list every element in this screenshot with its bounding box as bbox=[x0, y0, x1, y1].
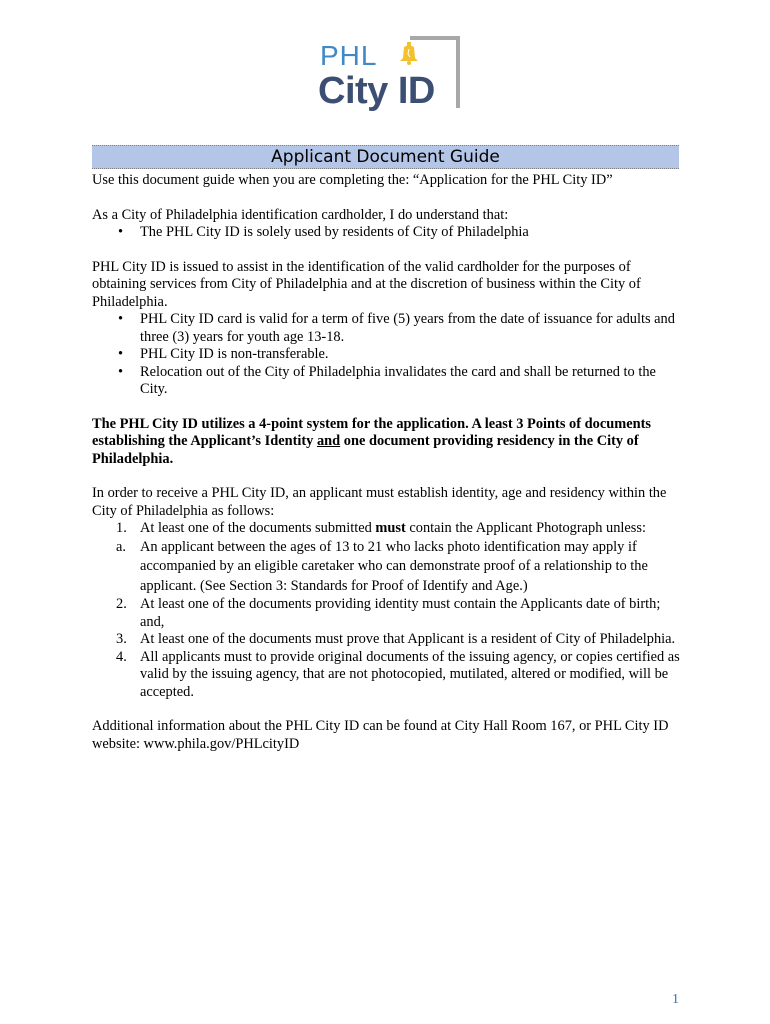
requirement-text: contain the Applicant Photograph unless: bbox=[405, 520, 647, 536]
requirement-text: At least one of the documents submitted bbox=[140, 520, 376, 536]
bullet-item bbox=[92, 364, 682, 399]
liberty-bell-icon bbox=[400, 42, 418, 66]
bullet-text: Relocation out of the City of Philadelphia invalidates the card and shall be returned to the City. bbox=[140, 363, 656, 397]
additional-info-paragraph: Additional information about the PHL City ID can be found at City Hall Room 167, or PHL City ID website: www.phila.gov/PHLcityID bbox=[92, 718, 669, 752]
list-letter: a. bbox=[116, 538, 126, 555]
intro-paragraph: Use this document guide when you are completing the: “Application for the PHL City ID” bbox=[92, 172, 613, 188]
bullet-text: PHL City ID is non-transferable. bbox=[140, 346, 329, 362]
points-underlined: and bbox=[316, 433, 341, 449]
requirement-item-2 bbox=[92, 596, 682, 631]
bullet-icon: • bbox=[118, 311, 124, 327]
points-text-2: one document providing residency in the City of Philadelphia. bbox=[92, 433, 639, 467]
requirement-text: At least one of the documents providing identity must contain the Applicants date of birth; and, bbox=[140, 596, 661, 630]
understand-paragraph: As a City of Philadelphia identification cardholder, I do understand that: bbox=[92, 206, 509, 223]
requirement-text: An applicant between the ages of 13 to 21 who lacks photo identification may apply if accompanied by an eligible caretaker who can demonstrate proof of a relationship to the applicant. (See Section 3: Standards for Proof of Identify and Age.) bbox=[140, 538, 648, 594]
bullet-icon: • bbox=[118, 346, 124, 362]
bullet-icon: • bbox=[118, 363, 124, 380]
issued-paragraph: PHL City ID is issued to assist in the identification of the valid cardholder for the purposes of obtaining services from City of Philadelphia and at the discretion of business within the City of Philadelphia. bbox=[92, 258, 641, 310]
requirements-paragraph: In order to receive a PHL City ID, an applicant must establish identity, age and residency within the City of Philadelphia as follows: bbox=[92, 485, 667, 519]
requirement-sub-item-a bbox=[92, 538, 682, 597]
bullet-item bbox=[92, 224, 682, 242]
logo-city-id-text: City ID bbox=[318, 70, 435, 112]
bullet-item bbox=[92, 311, 682, 346]
bullet-text: The PHL City ID is solely used by residents of City of Philadelphia bbox=[140, 224, 529, 240]
list-number: 1. bbox=[116, 520, 127, 536]
points-text-1: The PHL City ID utilizes a 4-point system for the application. A least 3 Points of documents establishing the Applicant’s Identity bbox=[92, 415, 651, 449]
understand-bullets bbox=[92, 224, 682, 242]
logo-phl-text: PHL bbox=[320, 40, 378, 71]
bullet-item bbox=[92, 346, 682, 364]
points-paragraph bbox=[92, 416, 682, 469]
list-number: 2. bbox=[116, 596, 127, 612]
issued-bullets bbox=[92, 311, 682, 399]
list-number: 4. bbox=[116, 648, 127, 665]
requirement-text: At least one of the documents must prove that Applicant is a resident of City of Philadelphia. bbox=[140, 631, 676, 647]
logo-frame-top bbox=[410, 36, 460, 40]
document-body bbox=[92, 172, 682, 753]
bullet-text: PHL City ID card is valid for a term of five (5) years from the date of issuance for adults and three (3) years for youth age 13-18. bbox=[140, 311, 675, 345]
logo-frame-right bbox=[456, 36, 460, 108]
requirement-item-4 bbox=[92, 649, 682, 702]
requirement-item-1 bbox=[92, 520, 682, 538]
list-number: 3. bbox=[116, 631, 127, 647]
requirement-text: All applicants must to provide original documents of the issuing agency, or copies certified as valid by the issuing agency, that are not photocopied, mutilated, altered or modified, will be accepted. bbox=[140, 648, 680, 700]
requirements-list bbox=[92, 520, 682, 701]
page-number: 1 bbox=[672, 992, 679, 1007]
phl-city-id-logo bbox=[316, 36, 460, 112]
requirement-bold: must bbox=[375, 520, 406, 536]
requirement-item-3 bbox=[92, 631, 682, 649]
document-title: Applicant Document Guide bbox=[92, 145, 679, 169]
bullet-icon: • bbox=[118, 224, 124, 240]
